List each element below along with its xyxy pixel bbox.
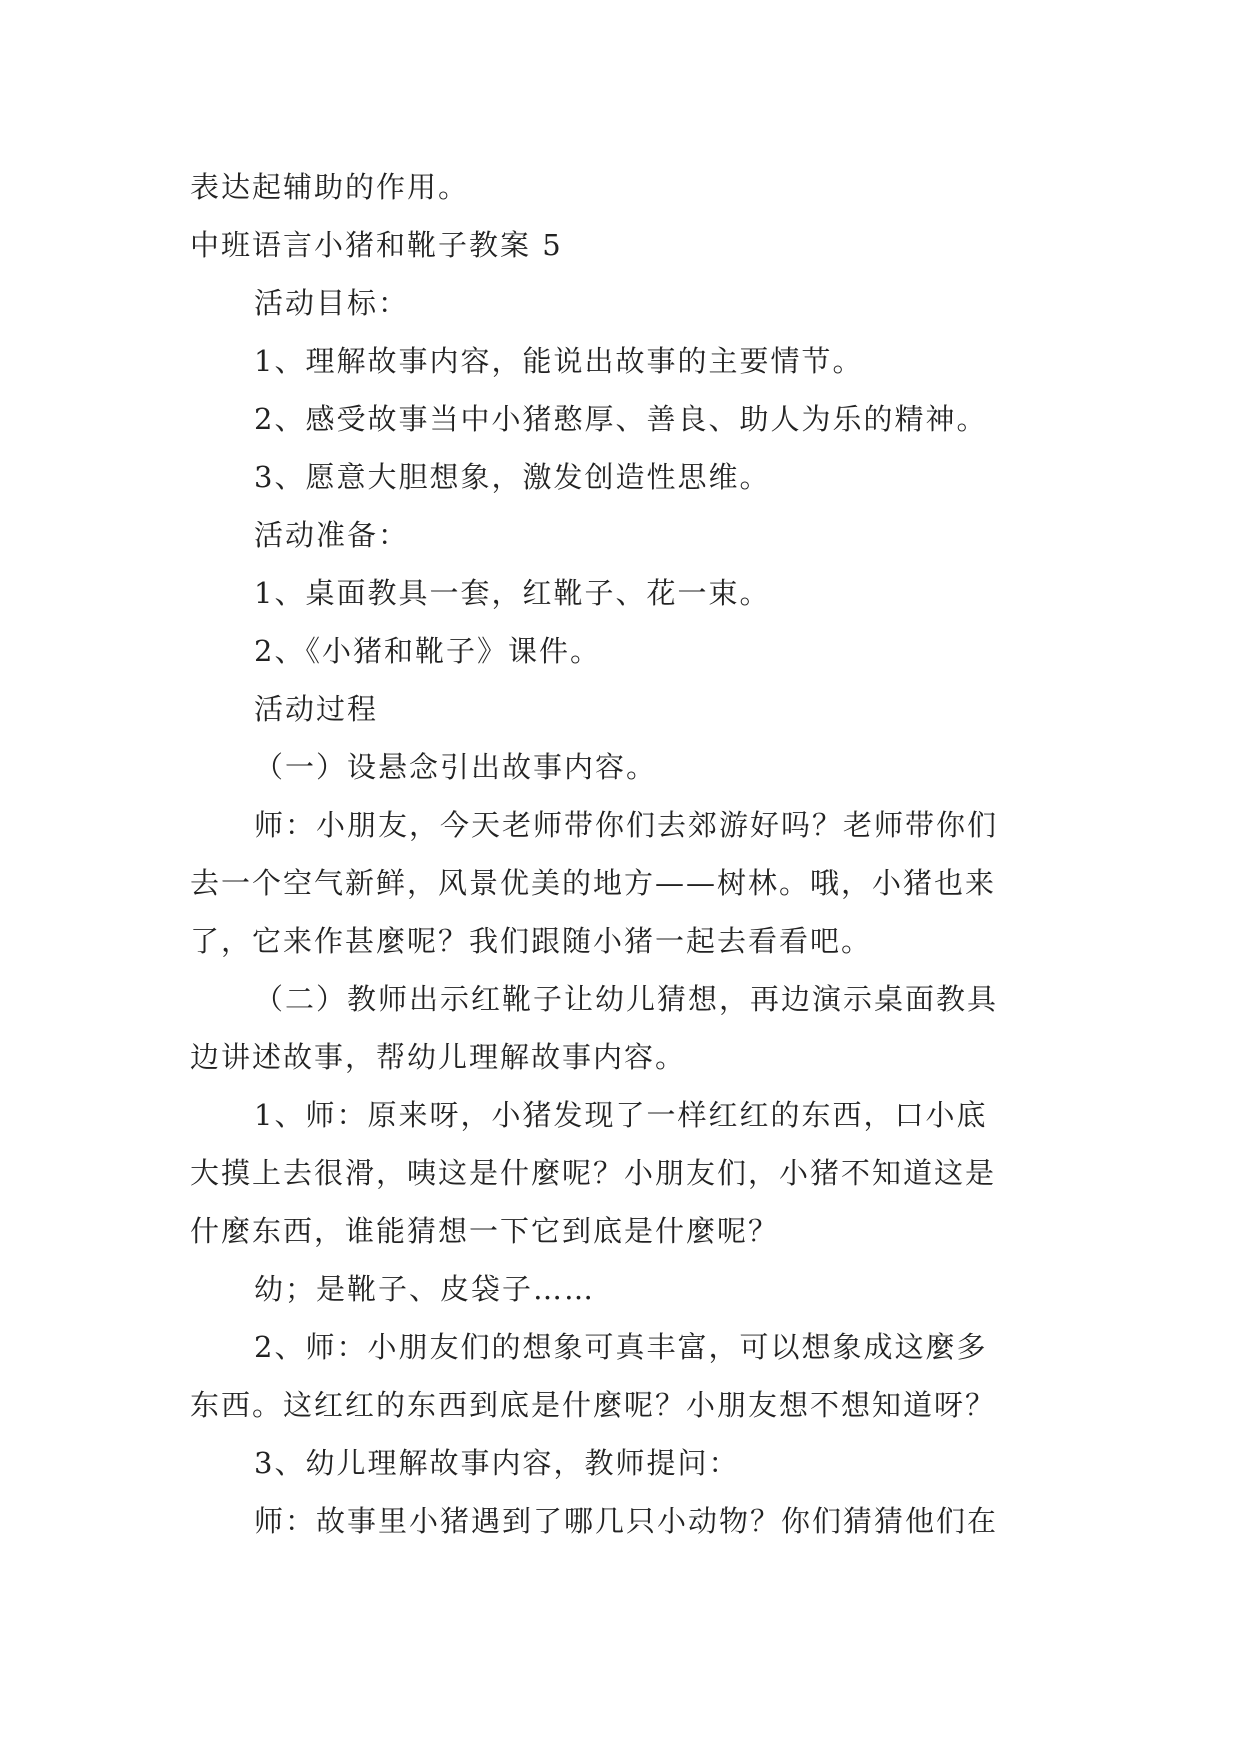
text-line: 师：故事里小猪遇到了哪几只小动物？你们猜猜他们在 bbox=[254, 1504, 999, 1538]
section-title: 中班语言小猪和靴子教案 5 bbox=[190, 228, 563, 262]
text-line: 2、《小猪和靴子》课件。 bbox=[254, 634, 601, 668]
text-line: 边讲述故事，帮幼儿理解故事内容。 bbox=[190, 1040, 687, 1074]
text-line: 什麼东西，谁能猜想一下它到底是什麼呢？ bbox=[190, 1214, 780, 1248]
text-line: 活动目标： bbox=[254, 286, 410, 320]
text-line: 活动准备： bbox=[254, 518, 410, 552]
text-line: 1、桌面教具一套，红靴子、花一束。 bbox=[254, 576, 771, 610]
text-line: 了，它来作甚麼呢？我们跟随小猪一起去看看吧。 bbox=[190, 924, 873, 958]
text-line: 2、感受故事当中小猪憨厚、善良、助人为乐的精神。 bbox=[254, 402, 988, 436]
text-line: 1、师：原来呀，小猪发现了一样红红的东西，口小底 bbox=[254, 1098, 988, 1132]
text-line: （二）教师出示红靴子让幼儿猜想，再边演示桌面教具 bbox=[254, 982, 999, 1016]
text-line: 3、愿意大胆想象，激发创造性思维。 bbox=[254, 460, 771, 494]
text-line: 师：小朋友，今天老师带你们去郊游好吗？老师带你们 bbox=[254, 808, 999, 842]
text-line: 大摸上去很滑，咦这是什麼呢？小朋友们，小猪不知道这是 bbox=[190, 1156, 997, 1190]
text-line: 1、理解故事内容，能说出故事的主要情节。 bbox=[254, 344, 864, 378]
text-line: 2、师：小朋友们的想象可真丰富，可以想象成这麼多 bbox=[254, 1330, 988, 1364]
text-line: （一）设悬念引出故事内容。 bbox=[254, 750, 658, 784]
text-line: 表达起辅助的作用。 bbox=[190, 170, 470, 204]
text-line: 3、幼儿理解故事内容，教师提问： bbox=[254, 1446, 740, 1480]
text-line: 幼；是靴子、皮袋子…… bbox=[254, 1272, 596, 1306]
text-line: 活动过程 bbox=[254, 692, 379, 726]
document-body bbox=[190, 158, 1060, 1550]
text-line: 去一个空气新鲜，风景优美的地方——树林。哦，小猪也来 bbox=[190, 866, 997, 900]
text-line: 东西。这红红的东西到底是什麼呢？小朋友想不想知道呀？ bbox=[190, 1388, 997, 1422]
